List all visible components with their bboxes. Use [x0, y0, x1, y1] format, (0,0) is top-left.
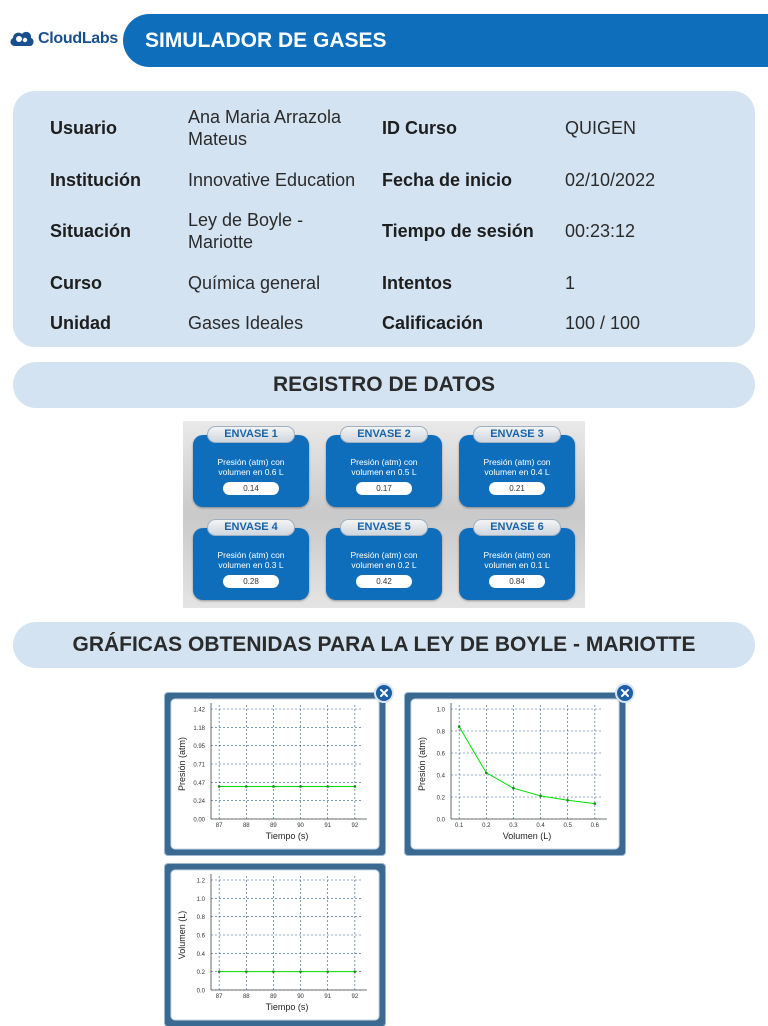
y-tick-label: 0.24: [193, 799, 205, 806]
chart-presion-tiempo: [165, 693, 385, 855]
unidad-label: Unidad: [50, 313, 111, 333]
envase-label: ENVASE 1: [207, 426, 295, 443]
y-tick-label: 0.8: [196, 915, 205, 922]
institucion-value: Innovative Education: [188, 170, 356, 190]
y-tick-label: 1.0: [196, 896, 205, 903]
envase-desc-line2: volumen en 0.1 L: [484, 560, 550, 570]
data-point: [594, 802, 597, 805]
envase-value: 0.14: [223, 482, 279, 495]
x-tick-label: 89: [270, 994, 277, 1000]
envase-desc-line2: volumen en 0.4 L: [484, 467, 550, 477]
usuario-label: Usuario: [50, 118, 118, 138]
x-tick-label: 87: [215, 994, 223, 1000]
situacion-label: Situación: [50, 221, 132, 241]
envase-description: [463, 550, 571, 570]
x-tick-label: 88: [242, 823, 250, 829]
envase-desc-line1: Presión (atm) con: [350, 550, 418, 560]
x-axis-label: Tiempo (s): [265, 1002, 309, 1012]
y-tick-label: 0.0: [196, 988, 205, 995]
registro-title: REGISTRO DE DATOS: [272, 373, 496, 396]
curso-label: Curso: [50, 273, 103, 293]
registro-section-header: [13, 362, 755, 408]
tiempo-value: 00:23:12: [565, 221, 636, 241]
calificacion-value: 100 / 100: [565, 313, 641, 333]
x-tick-label: 0.5: [563, 823, 572, 829]
graficas-title: GRÁFICAS OBTENIDAS PARA LA LEY DE BOYLE - MARIOTTE: [72, 633, 696, 656]
y-axis-label: Presión (atm): [177, 736, 187, 792]
intentos-value: 1: [565, 273, 576, 293]
x-tick-label: 92: [351, 994, 359, 1000]
envase-description: [330, 550, 438, 570]
data-point: [512, 787, 515, 790]
close-icon[interactable]: [615, 683, 635, 703]
envase-desc-line1: Presión (atm) con: [483, 457, 551, 467]
chart-frame-volumen-tiempo: [165, 864, 385, 1026]
fecha-value: 02/10/2022: [565, 170, 656, 190]
envase-desc-line2: volumen en 0.6 L: [218, 467, 284, 477]
envase-card: [193, 428, 309, 507]
y-tick-label: 1.42: [193, 707, 205, 714]
y-tick-label: 0.47: [193, 780, 205, 787]
data-point: [566, 799, 569, 802]
data-point: [354, 970, 357, 973]
x-tick-label: 87: [215, 823, 223, 829]
cloudlabs-logo[interactable]: [8, 26, 118, 52]
id-curso-value: QUIGEN: [565, 118, 637, 138]
data-point: [539, 795, 542, 798]
y-tick-label: 0.8: [436, 729, 445, 736]
x-axis-label: Tiempo (s): [265, 831, 309, 841]
y-tick-label: 0.4: [196, 951, 205, 958]
x-tick-label: 90: [297, 994, 304, 1000]
y-tick-label: 1.2: [196, 878, 205, 885]
close-icon[interactable]: [374, 683, 394, 703]
session-info-panel: [13, 91, 755, 347]
y-axis-label: Volumen (L): [177, 910, 187, 960]
y-tick-label: 0.0: [436, 817, 445, 824]
envase-desc-line1: Presión (atm) con: [217, 550, 285, 560]
envase-description: [197, 457, 305, 477]
envase-value: 0.42: [356, 575, 412, 588]
envase-card: [459, 521, 575, 600]
x-tick-label: 88: [242, 994, 250, 1000]
x-tick-label: 91: [324, 823, 332, 829]
x-tick-label: 91: [324, 994, 332, 1000]
envase-value: 0.17: [356, 482, 412, 495]
envase-label: ENVASE 4: [207, 519, 295, 536]
data-point: [299, 785, 302, 788]
y-tick-label: 0.00: [193, 817, 205, 824]
data-point: [218, 970, 221, 973]
envase-desc-line1: Presión (atm) con: [350, 457, 418, 467]
app-title-bar: [123, 14, 768, 67]
envase-value: 0.21: [489, 482, 545, 495]
envases-grid: [183, 421, 585, 608]
fecha-label: Fecha de inicio: [382, 170, 513, 190]
envase-card: [193, 521, 309, 600]
data-point: [485, 772, 488, 775]
envase-description: [330, 457, 438, 477]
envase-description: [463, 457, 571, 477]
y-tick-label: 0.95: [193, 744, 205, 751]
envase-card: [459, 428, 575, 507]
x-axis-label: Volumen (L): [502, 831, 552, 841]
data-point: [326, 970, 329, 973]
y-tick-label: 0.71: [193, 762, 205, 769]
x-tick-label: 89: [270, 823, 277, 829]
y-tick-label: 0.2: [436, 795, 445, 802]
y-tick-label: 0.6: [196, 933, 205, 940]
x-tick-label: 0.1: [454, 823, 464, 829]
id-curso-label: ID Curso: [382, 118, 458, 138]
chart-frame-presion-tiempo: [165, 693, 385, 855]
x-tick-label: 92: [351, 823, 359, 829]
x-tick-label: 90: [297, 823, 304, 829]
data-point: [272, 970, 275, 973]
y-tick-label: 0.4: [436, 773, 445, 780]
envase-card: [326, 428, 442, 507]
x-tick-label: 0.3: [509, 823, 518, 829]
envase-label: ENVASE 6: [473, 519, 561, 536]
envase-value: 0.84: [489, 575, 545, 588]
envase-desc-line2: volumen en 0.3 L: [218, 560, 284, 570]
envase-desc-line1: Presión (atm) con: [483, 550, 551, 560]
curso-value: Química general: [188, 273, 321, 293]
situacion-value: Ley de Boyle - Mariotte: [188, 210, 304, 252]
data-point: [354, 785, 357, 788]
data-point: [272, 785, 275, 788]
x-tick-label: 0.2: [482, 823, 491, 829]
chart-presion-volumen: [405, 693, 625, 855]
data-point: [218, 785, 221, 788]
envase-label: ENVASE 5: [340, 519, 428, 536]
usuario-value: Ana Maria Arrazola Mateus: [188, 107, 342, 149]
data-point: [458, 725, 461, 728]
unidad-value: Gases Ideales: [188, 313, 304, 333]
envase-card: [326, 521, 442, 600]
app-title: SIMULADOR DE GASES: [145, 28, 387, 52]
data-point: [245, 970, 248, 973]
envase-desc-line2: volumen en 0.2 L: [351, 560, 417, 570]
data-point: [326, 785, 329, 788]
envase-label: ENVASE 2: [340, 426, 428, 443]
data-point: [245, 785, 248, 788]
institucion-label: Institución: [50, 170, 141, 190]
graficas-section-header: [13, 622, 755, 668]
cloud-logo-icon: [8, 26, 36, 52]
y-tick-label: 0.2: [196, 970, 205, 977]
chart-frame-presion-volumen: [405, 693, 625, 855]
y-tick-label: 1.18: [193, 725, 205, 732]
x-tick-label: 0.6: [590, 823, 600, 829]
x-tick-label: 0.4: [536, 823, 545, 829]
intentos-label: Intentos: [382, 273, 452, 293]
tiempo-label: Tiempo de sesión: [382, 221, 534, 241]
y-axis-label: Presión (atm): [417, 736, 427, 792]
y-tick-label: 1.0: [436, 707, 445, 714]
calificacion-label: Calificación: [382, 313, 484, 333]
y-tick-label: 0.6: [436, 751, 445, 758]
data-point: [299, 970, 302, 973]
envase-value: 0.28: [223, 575, 279, 588]
envase-desc-line2: volumen en 0.5 L: [351, 467, 417, 477]
logo-text: CloudLabs: [38, 30, 118, 47]
envase-label: ENVASE 3: [473, 426, 561, 443]
envase-description: [197, 550, 305, 570]
chart-volumen-tiempo: [165, 864, 385, 1026]
envase-desc-line1: Presión (atm) con: [217, 457, 285, 467]
